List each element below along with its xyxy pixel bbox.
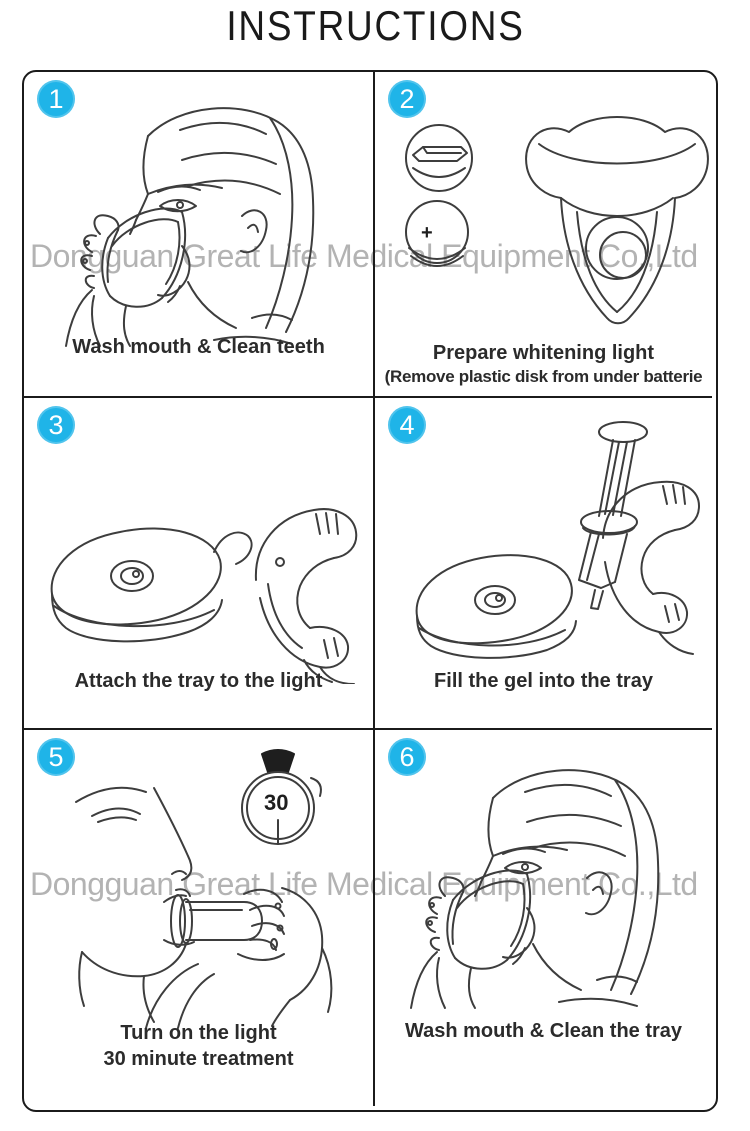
watermark-text: Dongguan Great Life Medical Equipment Co.,Ltd [30,238,698,274]
step-panel-5 [24,730,375,1106]
step-panel-3 [24,398,375,730]
syringe-filling-tray-illustration [377,410,711,686]
battery-plus-side [406,201,468,266]
page-title: INSTRUCTIONS [225,2,525,49]
step-caption: Prepare whitening light (Remove plastic disk from under batterie [375,340,712,388]
mouth-tray [603,482,699,654]
step-caption: Turn on the light 30 minute treatment [103,1022,294,1070]
step-number-badge: 1 [37,80,75,118]
step-number-badge: 6 [388,738,426,776]
step-caption: Attach the tray to the light [74,670,323,692]
woman-drinking-cup-illustration [30,96,370,358]
face-profile [76,788,194,1022]
face-with-device-illustration [28,744,370,1030]
svg-text:+: + [421,222,433,244]
step-caption-line2: 30 minute treatment [103,1048,294,1070]
gel-syringe [579,422,647,609]
step-number-badge: 5 [37,738,75,776]
step-caption: Wash mouth & Clean teeth [72,336,325,358]
whitening-light-and-batteries-illustration [377,92,711,342]
stopwatch-icon [242,750,321,844]
instruction-grid [22,70,718,1112]
step-number-badge: 4 [388,406,426,444]
light-device-in-mouth [171,895,262,947]
step-number-badge: 2 [388,80,426,118]
step-number-badge: 3 [37,406,75,444]
light-device-side [417,555,576,658]
step-panel-6 [375,730,712,1106]
step-caption: Fill the gel into the tray [434,670,653,692]
woman-drinking-cup-illustration [375,758,712,1020]
light-device-side [52,528,252,641]
whitening-light-front [526,117,708,323]
step-subcaption: (Remove plastic disk from under batterie [384,366,703,386]
step-panel-1 [24,72,375,398]
step-caption: Wash mouth & Clean the tray [404,1020,683,1042]
light-and-tray-illustration [28,434,370,684]
step-panel-2 [375,72,712,398]
mouth-tray [256,509,356,684]
step-panel-4 [375,398,712,730]
svg-text:30: 30 [264,790,289,815]
watermark-text: Dongguan Great Life Medical Equipment Co.,Ltd [30,866,698,902]
battery-with-plastic-disk [406,125,472,191]
